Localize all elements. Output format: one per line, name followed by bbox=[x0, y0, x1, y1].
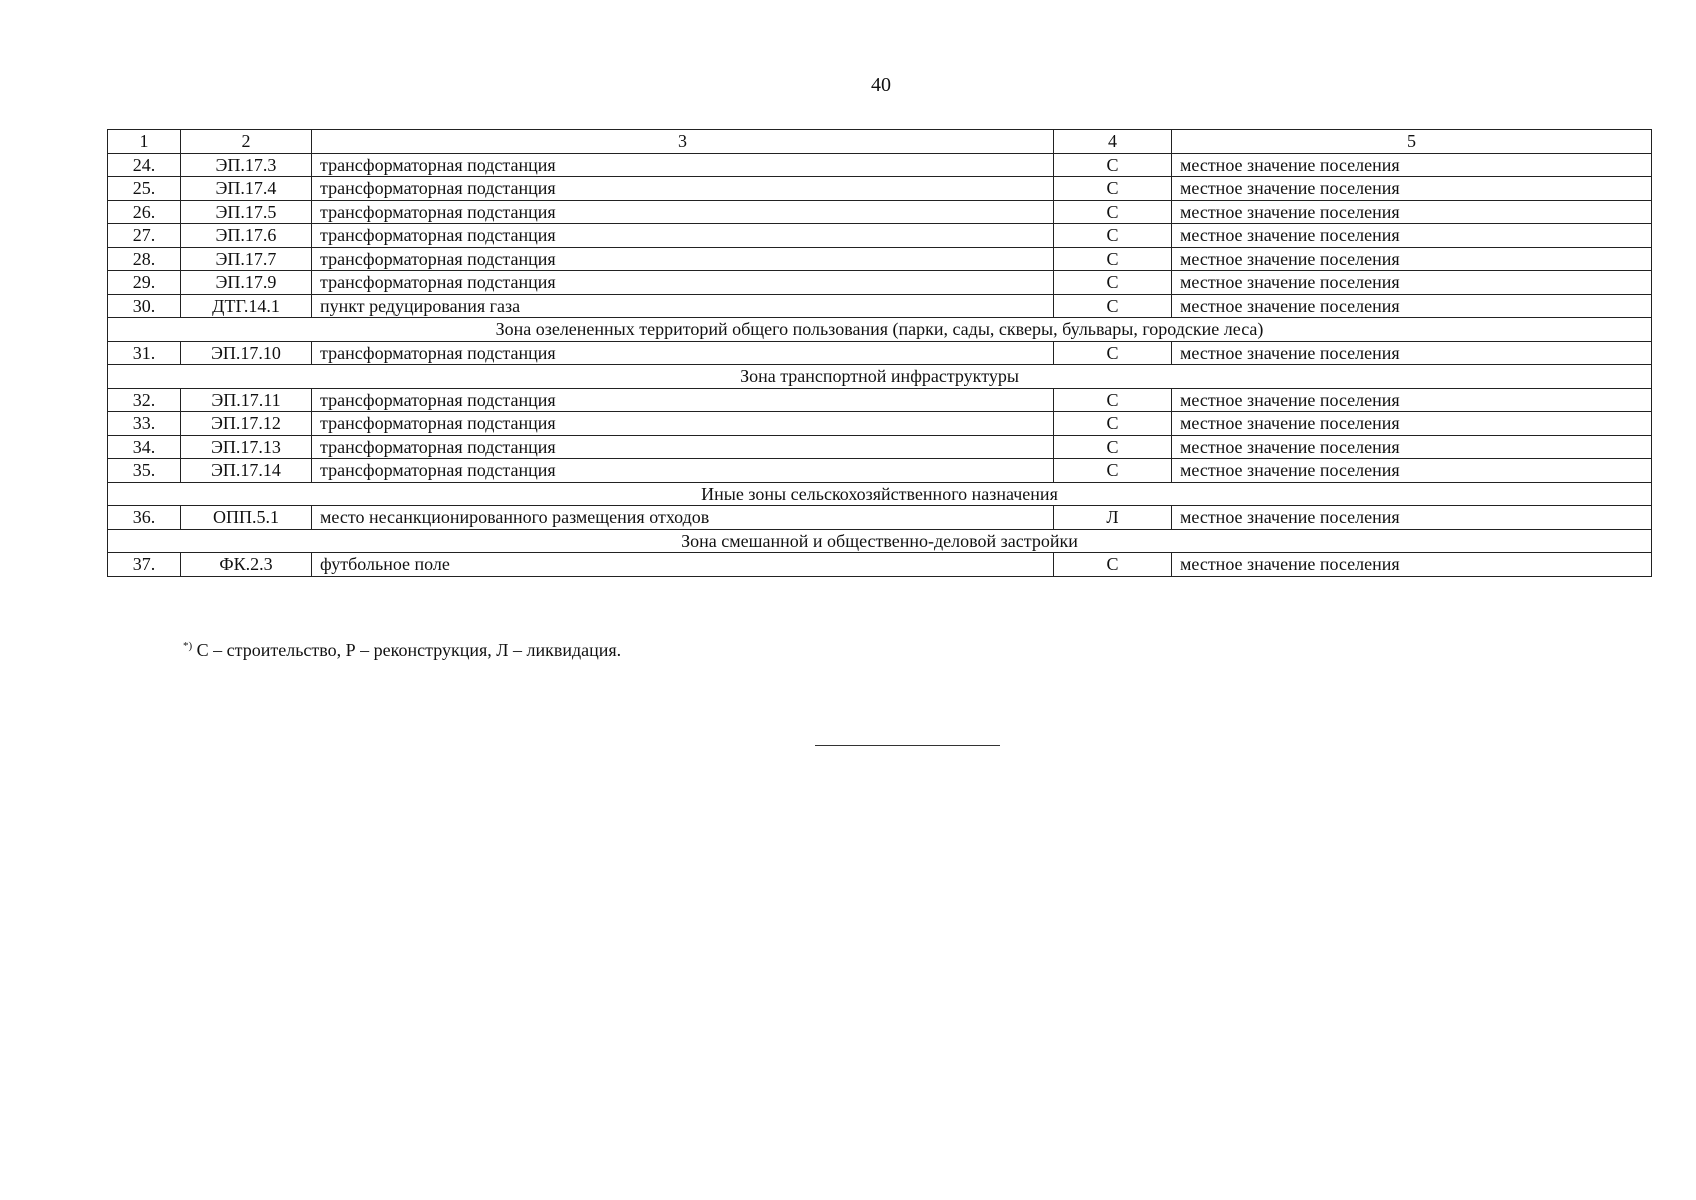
row-number-cell: 35. bbox=[108, 459, 181, 483]
row-number-cell: 28. bbox=[108, 247, 181, 271]
significance-cell: местное значение поселения bbox=[1172, 435, 1652, 459]
object-code-cell: ЭП.17.9 bbox=[181, 271, 312, 295]
section-title: Зона озелененных территорий общего пользования (парки, сады, скверы, бульвары, городские леса) bbox=[108, 318, 1652, 342]
action-type-cell: С bbox=[1054, 177, 1172, 201]
significance-cell: местное значение поселения bbox=[1172, 388, 1652, 412]
page-number: 40 bbox=[871, 74, 891, 96]
object-code-cell: ЭП.17.12 bbox=[181, 412, 312, 436]
table-row bbox=[108, 294, 1652, 318]
footnote-text: С – строительство, Р – реконструкция, Л – ликвидация. bbox=[192, 640, 622, 660]
object-name-cell: трансформаторная подстанция bbox=[312, 271, 1054, 295]
column-number-4: 4 bbox=[1054, 130, 1172, 154]
section-row bbox=[108, 318, 1652, 342]
table-row bbox=[108, 459, 1652, 483]
table-row bbox=[108, 200, 1652, 224]
row-number-cell: 36. bbox=[108, 506, 181, 530]
significance-cell: местное значение поселения bbox=[1172, 412, 1652, 436]
object-name-cell: трансформаторная подстанция bbox=[312, 388, 1054, 412]
action-type-cell: С bbox=[1054, 200, 1172, 224]
action-type-cell: С bbox=[1054, 294, 1172, 318]
object-code-cell: ФК.2.3 bbox=[181, 553, 312, 577]
row-number-cell: 34. bbox=[108, 435, 181, 459]
action-type-cell: С bbox=[1054, 153, 1172, 177]
action-type-cell: С bbox=[1054, 435, 1172, 459]
table-row bbox=[108, 177, 1652, 201]
column-number-row bbox=[108, 130, 1652, 154]
object-name-cell: пункт редуцирования газа bbox=[312, 294, 1054, 318]
object-code-cell: ЭП.17.5 bbox=[181, 200, 312, 224]
section-title: Иные зоны сельскохозяйственного назначения bbox=[108, 482, 1652, 506]
end-rule bbox=[815, 745, 1000, 746]
significance-cell: местное значение поселения bbox=[1172, 553, 1652, 577]
table-row bbox=[108, 153, 1652, 177]
row-number-cell: 32. bbox=[108, 388, 181, 412]
object-code-cell: ЭП.17.4 bbox=[181, 177, 312, 201]
object-name-cell: трансформаторная подстанция bbox=[312, 153, 1054, 177]
action-type-cell: С bbox=[1054, 247, 1172, 271]
footnote-marker: *) bbox=[183, 640, 193, 652]
object-code-cell: ЭП.17.14 bbox=[181, 459, 312, 483]
object-code-cell: ЭП.17.7 bbox=[181, 247, 312, 271]
object-name-cell: трансформаторная подстанция bbox=[312, 224, 1054, 248]
row-number-cell: 30. bbox=[108, 294, 181, 318]
column-number-5: 5 bbox=[1172, 130, 1652, 154]
object-name-cell: трансформаторная подстанция bbox=[312, 341, 1054, 365]
column-number-1: 1 bbox=[108, 130, 181, 154]
object-name-cell: место несанкционированного размещения отходов bbox=[312, 506, 1054, 530]
row-number-cell: 33. bbox=[108, 412, 181, 436]
row-number-cell: 26. bbox=[108, 200, 181, 224]
section-row bbox=[108, 482, 1652, 506]
section-title: Зона смешанной и общественно-деловой застройки bbox=[108, 529, 1652, 553]
object-code-cell: ЭП.17.10 bbox=[181, 341, 312, 365]
object-code-cell: ДТГ.14.1 bbox=[181, 294, 312, 318]
object-name-cell: трансформаторная подстанция bbox=[312, 459, 1054, 483]
object-name-cell: трансформаторная подстанция bbox=[312, 435, 1054, 459]
significance-cell: местное значение поселения bbox=[1172, 506, 1652, 530]
action-type-cell: С bbox=[1054, 224, 1172, 248]
table-row bbox=[108, 506, 1652, 530]
table-row bbox=[108, 224, 1652, 248]
object-code-cell: ЭП.17.11 bbox=[181, 388, 312, 412]
objects-table bbox=[107, 129, 1652, 577]
row-number-cell: 24. bbox=[108, 153, 181, 177]
column-number-3: 3 bbox=[312, 130, 1054, 154]
row-number-cell: 37. bbox=[108, 553, 181, 577]
table-row bbox=[108, 247, 1652, 271]
action-type-cell: С bbox=[1054, 553, 1172, 577]
object-code-cell: ЭП.17.3 bbox=[181, 153, 312, 177]
significance-cell: местное значение поселения bbox=[1172, 294, 1652, 318]
action-type-cell: С bbox=[1054, 388, 1172, 412]
significance-cell: местное значение поселения bbox=[1172, 153, 1652, 177]
footnote bbox=[183, 640, 621, 661]
action-type-cell: С bbox=[1054, 412, 1172, 436]
significance-cell: местное значение поселения bbox=[1172, 224, 1652, 248]
object-code-cell: ОПП.5.1 bbox=[181, 506, 312, 530]
significance-cell: местное значение поселения bbox=[1172, 200, 1652, 224]
significance-cell: местное значение поселения bbox=[1172, 177, 1652, 201]
row-number-cell: 25. bbox=[108, 177, 181, 201]
action-type-cell: С bbox=[1054, 459, 1172, 483]
significance-cell: местное значение поселения bbox=[1172, 271, 1652, 295]
object-name-cell: трансформаторная подстанция bbox=[312, 412, 1054, 436]
object-code-cell: ЭП.17.13 bbox=[181, 435, 312, 459]
table-row bbox=[108, 341, 1652, 365]
table-row bbox=[108, 388, 1652, 412]
object-name-cell: футбольное поле bbox=[312, 553, 1054, 577]
row-number-cell: 31. bbox=[108, 341, 181, 365]
row-number-cell: 29. bbox=[108, 271, 181, 295]
significance-cell: местное значение поселения bbox=[1172, 341, 1652, 365]
table-body bbox=[108, 130, 1652, 577]
section-row bbox=[108, 365, 1652, 389]
row-number-cell: 27. bbox=[108, 224, 181, 248]
object-name-cell: трансформаторная подстанция bbox=[312, 177, 1054, 201]
significance-cell: местное значение поселения bbox=[1172, 459, 1652, 483]
table-row bbox=[108, 553, 1652, 577]
table-row bbox=[108, 271, 1652, 295]
section-row bbox=[108, 529, 1652, 553]
action-type-cell: С bbox=[1054, 271, 1172, 295]
table-row bbox=[108, 435, 1652, 459]
action-type-cell: С bbox=[1054, 341, 1172, 365]
object-name-cell: трансформаторная подстанция bbox=[312, 200, 1054, 224]
object-name-cell: трансформаторная подстанция bbox=[312, 247, 1054, 271]
section-title: Зона транспортной инфраструктуры bbox=[108, 365, 1652, 389]
column-number-2: 2 bbox=[181, 130, 312, 154]
significance-cell: местное значение поселения bbox=[1172, 247, 1652, 271]
object-code-cell: ЭП.17.6 bbox=[181, 224, 312, 248]
action-type-cell: Л bbox=[1054, 506, 1172, 530]
table-row bbox=[108, 412, 1652, 436]
